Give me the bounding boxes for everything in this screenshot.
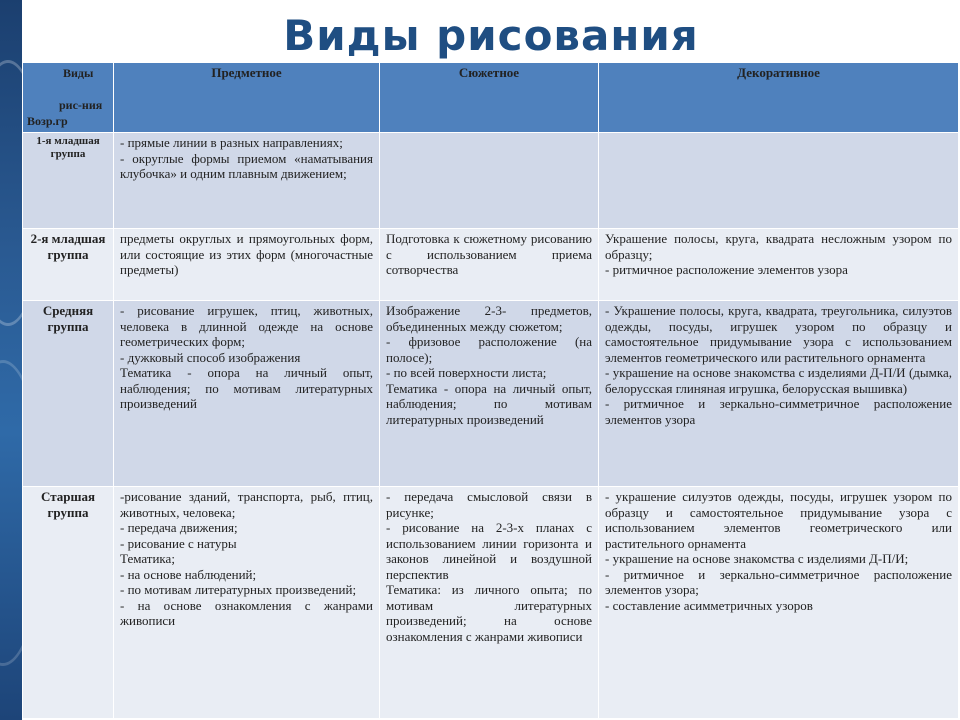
cell-text-line: Тематика - опора на личный опыт, наблюдения; по мотивам литературных произведений bbox=[120, 365, 373, 411]
age-group-cell: Старшая группа bbox=[23, 487, 114, 719]
plot-drawing-cell bbox=[380, 133, 599, 229]
cell-text-line: - по всей поверхности листа; bbox=[386, 365, 547, 380]
age-group-cell: Средняя группа bbox=[23, 301, 114, 487]
decorative-drawing-cell bbox=[599, 133, 959, 229]
table-row-group-1-junior bbox=[23, 133, 959, 229]
table-row-group-senior bbox=[23, 487, 959, 719]
corner-header-cell bbox=[23, 63, 114, 133]
cell-text-line: - на основе ознакомления с жанрами живописи bbox=[120, 597, 373, 628]
plot-drawing-cell bbox=[380, 487, 599, 719]
cell-text-line: - украшение на основе знакомства с изделиями Д-П/И (дымка, белорусская глиняная игрушка, белорусская вышивка) bbox=[605, 365, 952, 396]
corner-line-2: рис-ния bbox=[59, 98, 103, 112]
column-header-decorative: Декоративное bbox=[599, 63, 959, 133]
cell-text-line: - рисование на 2-3-х планах с использованием линии горизонта и законов линейной и воздушной перспектив bbox=[386, 520, 592, 582]
cell-text-line: предметы округлых и прямоугольных форм, или состоящие из этих форм (многочастные предметы) bbox=[120, 231, 373, 277]
cell-text-line: -рисование зданий, транспорта, рыб, птиц, животных, человека; bbox=[120, 489, 373, 520]
cell-text-line: Украшение полосы, круга, квадрата несложным узором по образцу; bbox=[605, 231, 952, 262]
cell-text-line: Тематика; bbox=[120, 551, 175, 566]
cell-text-line: - ритмичное и зеркально-симметричное расположение элементов узора bbox=[605, 396, 952, 427]
drawing-types-table bbox=[22, 62, 959, 719]
subject-drawing-cell bbox=[114, 229, 380, 301]
decorative-drawing-cell bbox=[599, 301, 959, 487]
cell-text-line: - передача смысловой связи в рисунке; bbox=[386, 489, 592, 520]
subject-drawing-cell bbox=[114, 487, 380, 719]
cell-text-line: - ритмичное расположение элементов узора bbox=[605, 262, 848, 277]
cell-text-line: - прямые линии в разных направлениях; bbox=[120, 135, 343, 150]
decorative-drawing-cell bbox=[599, 229, 959, 301]
plot-drawing-cell bbox=[380, 229, 599, 301]
corner-line-3: Возр.гр bbox=[27, 114, 68, 128]
cell-text-line: Тематика: из личного опыта; по мотивам литературных произведений; на основе ознакомления с жанрами живописи bbox=[386, 582, 592, 644]
subject-drawing-cell bbox=[114, 133, 380, 229]
cell-text-line: - округлые формы приемом «наматывания клубочка» и одним плавным движением; bbox=[120, 150, 373, 181]
cell-text-line: - ритмичное и зеркально-симметричное расположение элементов узора; bbox=[605, 566, 952, 597]
plot-drawing-cell bbox=[380, 301, 599, 487]
column-header-subject: Предметное bbox=[114, 63, 380, 133]
cell-text-line: - украшение на основе знакомства с изделиями Д-П/И; bbox=[605, 551, 909, 566]
page-title: Виды рисования bbox=[283, 11, 699, 60]
cell-text-line: Тематика - опора на личный опыт, наблюдения; по мотивам литературных произведений bbox=[386, 380, 592, 427]
cell-text-line: - украшение силуэтов одежды, посуды, игрушек узором по образцу и самостоятельное придумывание узора с использованием элементов геометрического или растительного орнамента bbox=[605, 489, 952, 551]
table-row-group-2-junior bbox=[23, 229, 959, 301]
subject-drawing-cell bbox=[114, 301, 380, 487]
decorative-drawing-cell bbox=[599, 487, 959, 719]
age-group-cell: 2-я младшая группа bbox=[23, 229, 114, 301]
age-group-cell: 1-я младшая группа bbox=[23, 133, 114, 229]
table-header-row bbox=[23, 63, 959, 133]
table-row-group-middle bbox=[23, 301, 959, 487]
cell-text-line: - Украшение полосы, круга, квадрата, треугольника, силуэтов одежды, посуды, игрушек узором по образцу и самостоятельное придумывание узора с использованием элементов геометрического или растительного орнамента bbox=[605, 303, 952, 365]
cell-text-line: - рисование игрушек, птиц, животных, человека в длинной одежде на основе геометрических форм; bbox=[120, 303, 373, 349]
corner-line-1: Виды bbox=[63, 66, 94, 80]
column-header-plot: Сюжетное bbox=[380, 63, 599, 133]
decorative-left-strip bbox=[0, 0, 22, 720]
cell-text-line: - передача движения; bbox=[120, 520, 238, 535]
cell-text-line: Подготовка к сюжетному рисованию с использованием приема сотворчества bbox=[386, 231, 592, 277]
cell-text-line: - по мотивам литературных произведений; bbox=[120, 582, 357, 597]
cell-text-line: - фризовое расположение (на полосе); bbox=[386, 334, 592, 365]
cell-text-line: - составление асимметричных узоров bbox=[605, 597, 813, 613]
cell-text-line: - дужковый способ изображения bbox=[120, 349, 301, 365]
cell-text-line: - рисование с натуры bbox=[120, 535, 237, 551]
cell-text-line: Изображение 2-3- предметов, объединенных между сюжетом; bbox=[386, 303, 592, 334]
cell-text-line: - на основе наблюдений; bbox=[120, 566, 257, 582]
